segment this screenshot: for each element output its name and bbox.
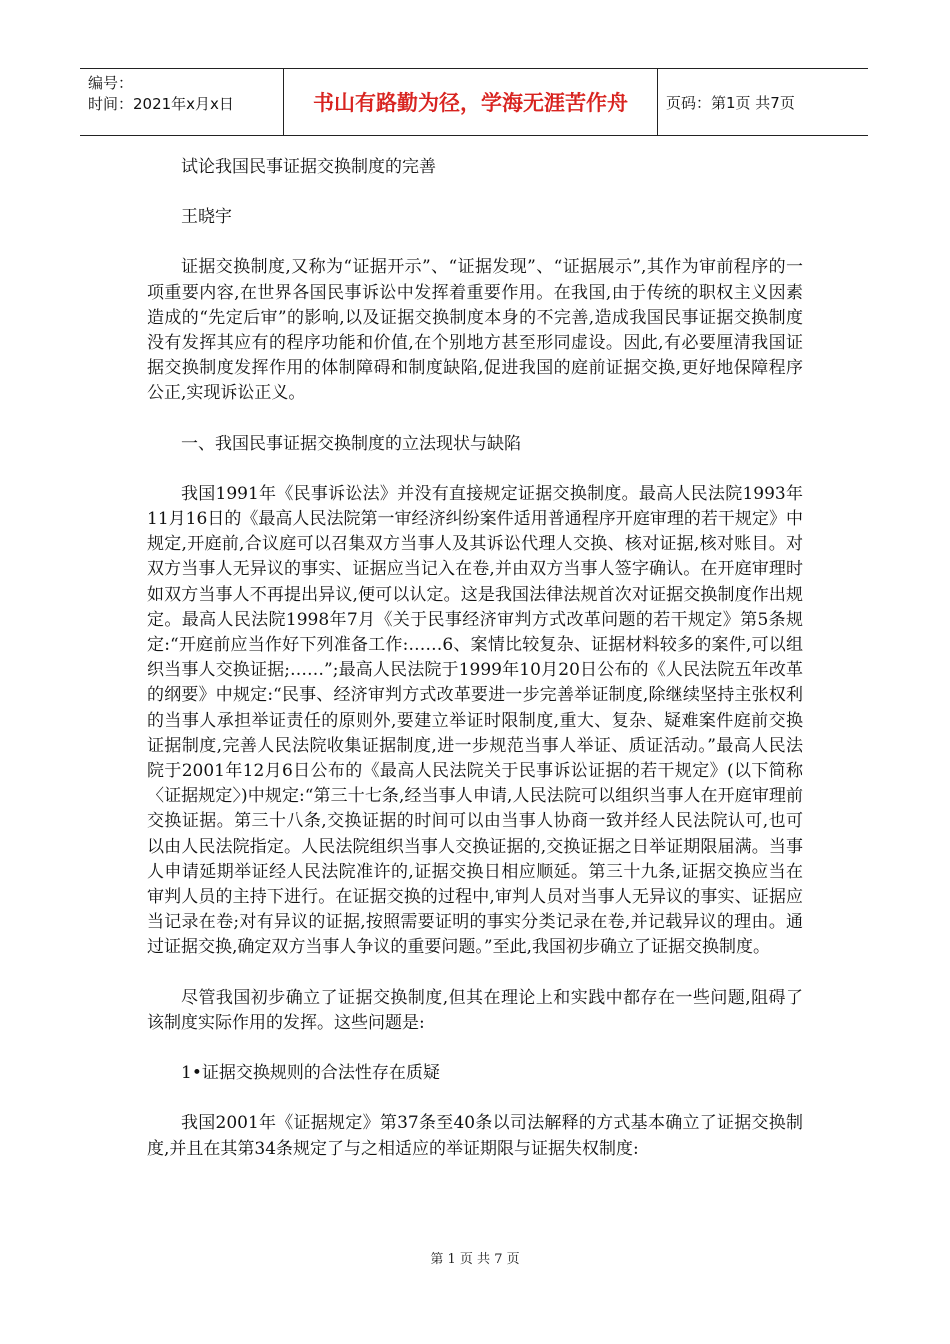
header-motto: 书山有路勤为径，学海无涯苦作舟: [284, 69, 658, 135]
paragraph-problems: 尽管我国初步确立了证据交换制度,但其在理论上和实践中都存在一些问题,阻碍了该制度实际作用的发挥。这些问题是:: [147, 987, 803, 1033]
page-footer: 第 1 页 共 7 页: [430, 1252, 520, 1267]
section-heading-1: 一、我国民事证据交换制度的立法现状与缺陷: [181, 433, 521, 454]
article-author: 王晓宇: [181, 207, 232, 228]
paragraph-intro: 证据交换制度,又称为“证据开示”、“证据发现”、“证据展示”,其作为审前程序的一项重要内容,在世界各国民事诉讼中发挥着重要作用。在我国,由于传统的职权主义因素造成的“先定后审”的影响,以及证据交换制度本身的不完善,造成我国民事证据交换制度没有发挥其应有的程序功能和价值,在个别地方甚至形同虚设。因此,有必要厘清我国证据交换制度发挥作用的体制障碍和制度缺陷,促进我国的庭前证据交换,更好地保障程序公正,实现诉讼正义。: [147, 257, 803, 404]
header-meta: [80, 69, 284, 135]
subsection-heading-1: 1•证据交换规则的合法性存在质疑: [181, 1063, 440, 1084]
header-page-number: 页码：第1页 共7页: [666, 93, 795, 112]
document-header: [80, 68, 868, 136]
article-body: [147, 155, 803, 1162]
paragraph-legislation: 我国1991年《民事诉讼法》并没有直接规定证据交换制度。最高人民法院1993年11月16日的《最高人民法院第一审经济纠纷案件适用普通程序开庭审理的若干规定》中规定,开庭前,合议庭可以召集双方当事人及其诉讼代理人交换、核对证据,核对账目。对双方当事人无异议的事实、证据应当记入在卷,并由双方当事人签字确认。在开庭审理时如双方当事人不再提出异议,便可以认定。这是我国法律法规首次对证据交换制度作出规定。最高人民法院1998年7月《关于民事经济审判方式改革问题的若干规定》第5条规定:“开庭前应当作好下列准备工作:……6、案情比较复杂、证据材料较多的案件,可以组织当事人交换证据;……”;最高人民法院于1999年10月20日公布的《人民法院五年改革的纲要》中规定:“民事、经济审判方式改革要进一步完善举证制度,除继续坚持主张权利的当事人承担举证责任的原则外,要建立举证时限制度,重大、复杂、疑难案件庭前交换证据制度,完善人民法院收集证据制度,进一步规范当事人举证、质证活动。”最高人民法院于2001年12月6日公布的《最高人民法院关于民事诉讼证据的若干规定》(以下简称〈证据规定〉)中规定:“第三十七条,经当事人申请,人民法院可以组织当事人在开庭审理前交换证据。第三十八条,交换证据的时间可以由当事人协商一致并经人民法院认可,也可以由人民法院指定。人民法院组织当事人交换证据的,交换证据之日举证期限届满。当事人申请延期举证经人民法院准许的,证据交换日相应顺延。第三十九条,证据交换应当在审判人员的主持下进行。在证据交换的过程中,审判人员对当事人无异议的事实、证据应当记录在卷;对有异议的证据,按照需要证明的事实分类记录在卷,并记载异议的理由。通过证据交换,确定双方当事人争议的重要问题。”至此,我国初步确立了证据交换制度。: [147, 483, 803, 958]
article-title: 试论我国民事证据交换制度的完善: [181, 157, 436, 177]
date-label: 时间：2021年x月x日: [88, 95, 234, 113]
paragraph-legality: 我国2001年《证据规定》第37条至40条以司法解释的方式基本确立了证据交换制度,并且在其第34条规定了与之相适应的举证期限与证据失权制度:: [147, 1113, 803, 1159]
serial-number-label: 编号：: [88, 74, 134, 92]
